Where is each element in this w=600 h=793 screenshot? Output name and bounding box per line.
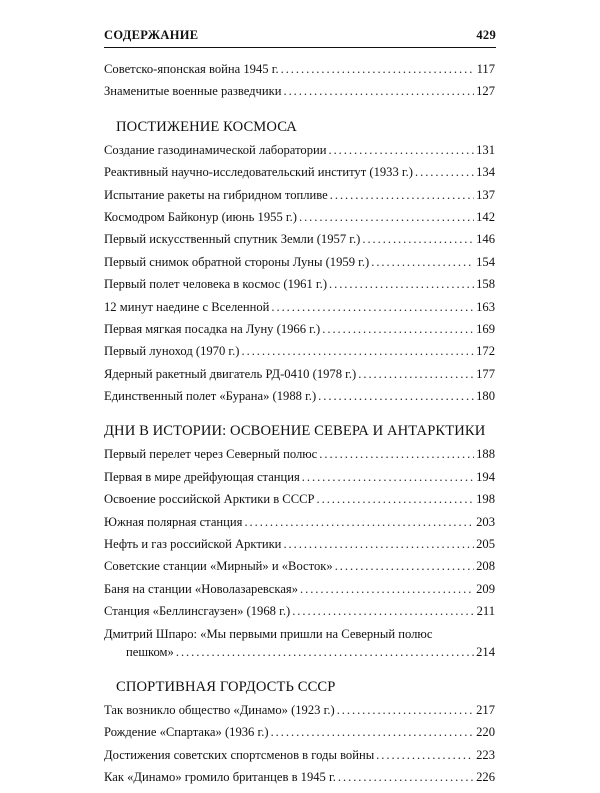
toc-entry-page: 226 bbox=[476, 770, 495, 785]
toc-entry[interactable] bbox=[104, 447, 495, 469]
dot-leader bbox=[271, 725, 475, 740]
toc-entry-page: 127 bbox=[476, 84, 495, 99]
toc-entry-title: Так возникло общество «Динамо» (1923 г.) bbox=[104, 702, 335, 717]
toc-entry-page: 188 bbox=[476, 447, 495, 462]
section-title-space: ПОСТИЖЕНИЕ КОСМОСА bbox=[116, 118, 297, 135]
dot-leader bbox=[358, 367, 474, 382]
toc-entry-page: 209 bbox=[476, 581, 495, 596]
dot-leader bbox=[362, 232, 474, 247]
toc-entry-page: 131 bbox=[476, 142, 495, 157]
toc-entry-title: Первый полет человека в космос (1961 г.) bbox=[104, 277, 328, 292]
toc-entry[interactable] bbox=[104, 770, 495, 792]
toc-entry[interactable] bbox=[104, 232, 495, 254]
dot-leader bbox=[292, 604, 474, 619]
toc-entry[interactable] bbox=[104, 84, 495, 106]
toc-entry-title: Первый перелет через Северный полюс bbox=[104, 447, 318, 462]
toc-entry-page: 169 bbox=[476, 321, 495, 336]
toc-entry-title: Достижения советских спортсменов в годы войны bbox=[104, 747, 375, 762]
toc-entry-page: 217 bbox=[476, 702, 495, 717]
toc-entry[interactable] bbox=[104, 492, 495, 514]
dot-leader bbox=[322, 322, 474, 337]
toc-entry-title: Первая в мире дрейфующая станция bbox=[104, 469, 300, 484]
dot-leader bbox=[302, 470, 474, 485]
dot-leader bbox=[376, 748, 474, 763]
toc-entry-title: Баня на станции «Новолазаревская» bbox=[104, 581, 298, 596]
toc-entry-page: 194 bbox=[476, 469, 495, 484]
toc-entry-page: 163 bbox=[476, 299, 495, 314]
toc-entry-page: 172 bbox=[476, 344, 495, 359]
toc-entry-title: Первая мягкая посадка на Луну (1966 г.) bbox=[104, 321, 321, 336]
dot-leader bbox=[319, 447, 474, 462]
toc-entry-page: 208 bbox=[476, 559, 495, 574]
toc-entry-page: 134 bbox=[476, 165, 495, 180]
dot-leader bbox=[335, 559, 474, 574]
toc-entry-page: 137 bbox=[476, 187, 495, 202]
toc-entry-page: 214 bbox=[476, 644, 495, 659]
toc-entry[interactable] bbox=[104, 210, 495, 232]
toc-entry-title: Испытание ракеты на гибридном топливе bbox=[104, 187, 328, 202]
toc-entry-page: 223 bbox=[476, 747, 495, 762]
running-header bbox=[104, 28, 496, 43]
toc-entry-page: 142 bbox=[476, 209, 495, 224]
toc-entry-title: 12 минут наедине с Вселенной bbox=[104, 299, 270, 314]
toc-entry[interactable] bbox=[104, 188, 495, 210]
toc-entry-page: 205 bbox=[476, 537, 495, 552]
dot-leader bbox=[244, 515, 474, 530]
toc-entry[interactable] bbox=[104, 537, 495, 559]
toc-entry-title: Освоение российской Арктики в СССР bbox=[104, 492, 315, 507]
toc-entry-multiline[interactable] bbox=[104, 627, 495, 667]
toc-entry-page: 203 bbox=[476, 514, 495, 529]
toc-entry-title: Первый луноход (1970 г.) bbox=[104, 344, 240, 359]
dot-leader bbox=[330, 188, 474, 203]
toc-entry[interactable] bbox=[104, 143, 495, 165]
header-title: СОДЕРЖАНИЕ bbox=[104, 28, 199, 42]
toc-entry-page: 211 bbox=[476, 604, 495, 619]
toc-entry-title-line1: Дмитрий Шпаро: «Мы первыми пришли на Северный полюс bbox=[104, 626, 433, 641]
toc-entry-title: Как «Динамо» громило британцев в 1945 г. bbox=[104, 770, 336, 785]
toc-entry-page: 177 bbox=[476, 366, 495, 381]
dot-leader bbox=[415, 165, 474, 180]
dot-leader bbox=[329, 277, 474, 292]
dot-leader bbox=[299, 210, 474, 225]
dot-leader bbox=[317, 492, 475, 507]
toc-entry[interactable] bbox=[104, 255, 495, 277]
toc-entry[interactable] bbox=[104, 344, 495, 366]
toc-entry[interactable] bbox=[104, 277, 495, 299]
header-rule bbox=[104, 47, 496, 48]
toc-entry-title: Единственный полет «Бурана» (1988 г.) bbox=[104, 389, 317, 404]
toc-entry[interactable] bbox=[104, 165, 495, 187]
dot-leader bbox=[318, 389, 474, 404]
header-page-number: 429 bbox=[476, 28, 496, 42]
toc-entry[interactable] bbox=[104, 389, 495, 411]
toc-entry[interactable] bbox=[104, 300, 495, 322]
toc-entry-page: 180 bbox=[476, 389, 495, 404]
toc-entry-title: Станция «Беллинсгаузен» (1968 г.) bbox=[104, 604, 291, 619]
dot-leader bbox=[337, 703, 474, 718]
toc-entry[interactable] bbox=[104, 559, 495, 581]
dot-leader bbox=[283, 84, 474, 99]
toc-entry-title: Знаменитые военные разведчики bbox=[104, 84, 282, 99]
toc-entry-title: Советские станции «Мирный» и «Восток» bbox=[104, 559, 333, 574]
toc-entry-page: 220 bbox=[476, 725, 495, 740]
dot-leader bbox=[283, 537, 474, 552]
toc-entry[interactable] bbox=[104, 725, 495, 747]
section-title-sport: СПОРТИВНАЯ ГОРДОСТЬ СССР bbox=[116, 678, 336, 695]
toc-entry[interactable] bbox=[104, 515, 495, 537]
toc-entry-title: Советско-японская война 1945 г. bbox=[104, 62, 279, 76]
toc-entry-title: Создание газодинамической лаборатории bbox=[104, 142, 327, 157]
toc-entry-line2 bbox=[104, 645, 495, 667]
toc-entry-page: 158 bbox=[476, 277, 495, 292]
toc-entry[interactable] bbox=[104, 470, 495, 492]
toc-entry-title: Южная полярная станция bbox=[104, 514, 243, 529]
dot-leader bbox=[271, 300, 474, 315]
toc-entry-title: Рождение «Спартака» (1936 г.) bbox=[104, 725, 269, 740]
toc-entry[interactable] bbox=[104, 604, 495, 626]
toc-content bbox=[104, 62, 495, 793]
toc-entry[interactable] bbox=[104, 748, 495, 770]
dot-leader bbox=[281, 62, 475, 77]
dot-leader bbox=[328, 143, 474, 158]
toc-entry-page: 146 bbox=[476, 232, 495, 247]
toc-entry-page: 198 bbox=[476, 492, 495, 507]
dot-leader bbox=[338, 770, 474, 785]
toc-entry-page: 117 bbox=[476, 62, 495, 76]
dot-leader bbox=[300, 582, 474, 597]
toc-entry[interactable] bbox=[104, 322, 495, 344]
toc-entry-title: Нефть и газ российской Арктики bbox=[104, 537, 282, 552]
toc-entry-title: Ядерный ракетный двигатель РД-0410 (1978 г.) bbox=[104, 366, 357, 381]
toc-entry-title: Первый искусственный спутник Земли (1957 г.) bbox=[104, 232, 361, 247]
toc-entry-title: Первый снимок обратной стороны Луны (1959 г.) bbox=[104, 254, 370, 269]
toc-entry[interactable] bbox=[104, 703, 495, 725]
toc-entry-page: 154 bbox=[476, 254, 495, 269]
toc-entry-title: Реактивный научно-исследовательский институт (1933 г.) bbox=[104, 165, 414, 180]
toc-entry-title: Космодром Байконур (июнь 1955 г.) bbox=[104, 209, 297, 224]
dot-leader bbox=[371, 255, 474, 270]
section-title-arctic: ДНИ В ИСТОРИИ: ОСВОЕНИЕ СЕВЕРА И АНТАРКТИКИ bbox=[104, 423, 486, 440]
toc-entry[interactable] bbox=[104, 62, 495, 84]
dot-leader bbox=[176, 645, 474, 660]
toc-entry[interactable] bbox=[104, 582, 495, 604]
toc-entry[interactable] bbox=[104, 367, 495, 389]
toc-entry-title-line2: пешком» bbox=[126, 644, 174, 659]
dot-leader bbox=[242, 344, 475, 359]
